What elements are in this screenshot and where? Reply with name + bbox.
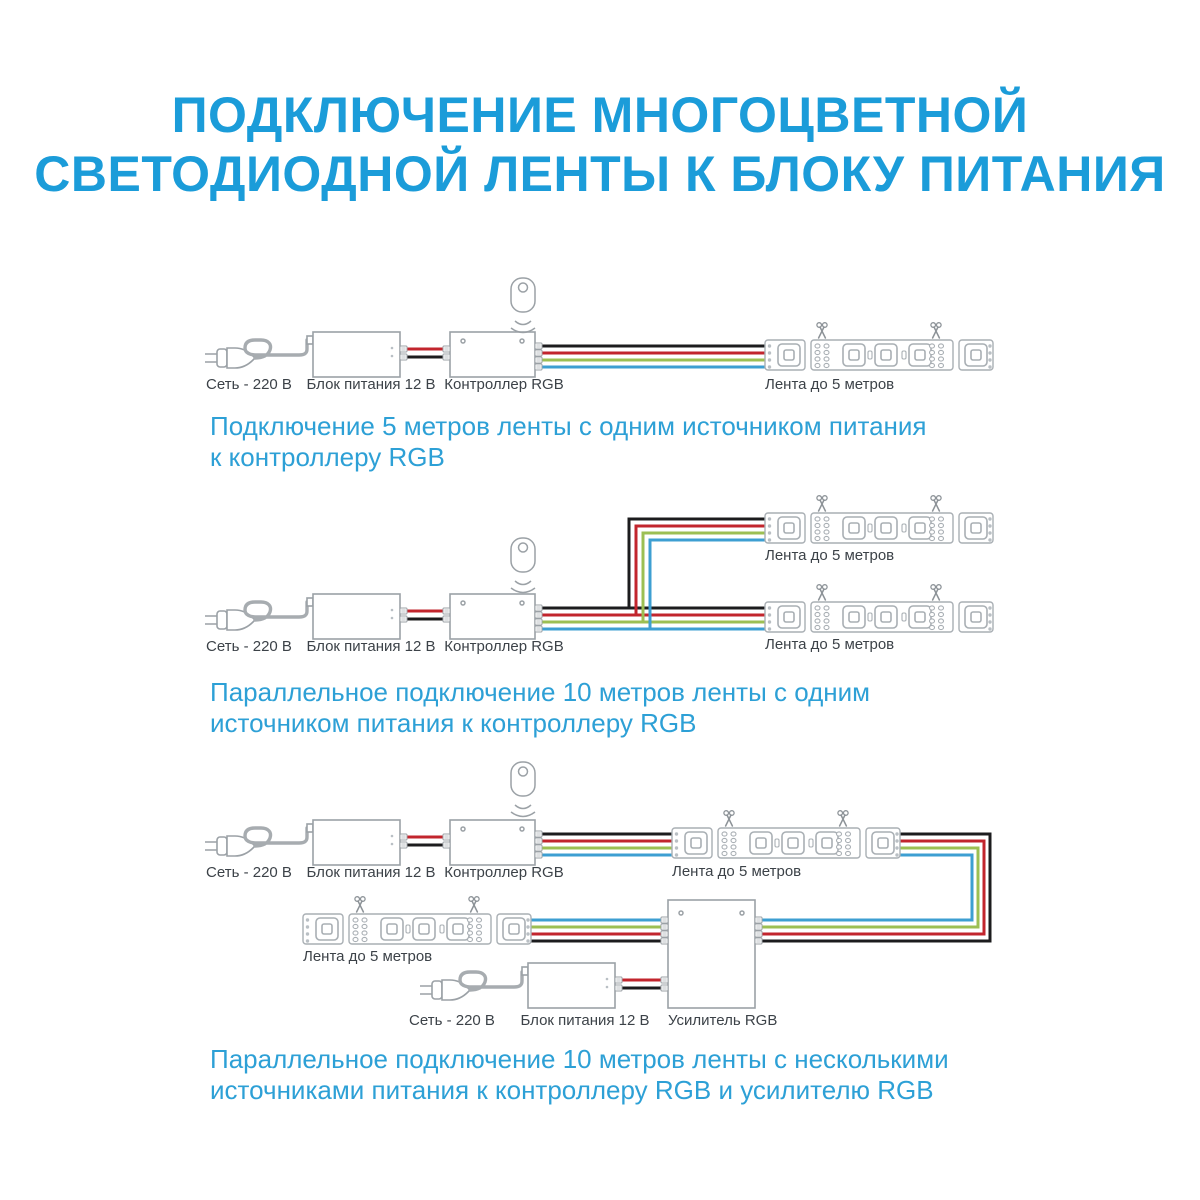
controller-label: Контроллер RGB (444, 638, 564, 655)
page-title-line1: ПОДКЛЮЧЕНИЕ МНОГОЦВЕТНОЙ (171, 87, 1029, 143)
diagram-2-caption (210, 677, 1010, 739)
led-strip (765, 323, 993, 370)
controller-label: Контроллер RGB (444, 376, 564, 393)
psu-box (307, 594, 407, 639)
diagram-1-caption-line2: к контроллеру RGB (210, 442, 445, 472)
power-plug-icon (205, 828, 307, 856)
mains-label: Сеть - 220 В (206, 864, 292, 881)
diagram-1-caption (210, 411, 1010, 473)
rgb-controller-box (443, 820, 542, 865)
diagram-2 (205, 496, 993, 655)
strip-top-label: Лента до 5 метров (765, 547, 895, 564)
power-plug-icon (205, 602, 307, 630)
controller-label: Контроллер RGB (444, 864, 564, 881)
page-title-line2: СВЕТОДИОДНОЙ ЛЕНТЫ К БЛОКУ ПИТАНИЯ (34, 146, 1166, 202)
mains2-label: Сеть - 220 В (409, 1012, 495, 1029)
psu-label: Блок питания 12 В (306, 864, 436, 881)
led-strip-top (672, 811, 900, 858)
remote-control-icon (511, 762, 535, 817)
diagram-3-caption (210, 1044, 1010, 1106)
diagram-2-caption-line2: источником питания к контроллеру RGB (210, 708, 697, 738)
remote-control-icon (511, 278, 535, 333)
diagram-2-caption-line1: Параллельное подключение 10 метров ленты с одним (210, 677, 871, 707)
diagram-3-caption-line2: источниками питания к контроллеру RGB и усилителю RGB (210, 1075, 934, 1105)
power-plug-icon (205, 340, 307, 368)
rgb-amplifier-box (661, 900, 762, 1008)
led-strip-top (765, 496, 993, 543)
diagram-3-caption-line1: Параллельное подключение 10 метров ленты с несколькими (210, 1044, 949, 1074)
strip-bottom-label: Лента до 5 метров (765, 636, 895, 653)
rgb-controller-box (443, 332, 542, 377)
strip-top-label: Лента до 5 метров (672, 863, 802, 880)
power-plug-icon (420, 972, 522, 1000)
amplifier-label: Усилитель RGB (668, 1012, 778, 1029)
remote-control-icon (511, 538, 535, 593)
psu2-label: Блок питания 12 В (520, 1012, 650, 1029)
mains-label: Сеть - 220 В (206, 376, 292, 393)
led-strip-bottom (765, 585, 993, 632)
diagram-3 (205, 762, 990, 1029)
led-strip-bottom (303, 897, 531, 944)
psu-box (307, 332, 407, 377)
rgb-controller-box (443, 594, 542, 639)
strip-bottom-label: Лента до 5 метров (303, 948, 433, 965)
psu-box (307, 820, 407, 865)
psu-label: Блок питания 12 В (306, 638, 436, 655)
diagram-1-caption-line1: Подключение 5 метров ленты с одним источником питания (210, 411, 927, 441)
psu-label: Блок питания 12 В (306, 376, 436, 393)
diagram-1 (205, 278, 993, 393)
psu-box (522, 963, 622, 1008)
strip-label: Лента до 5 метров (765, 376, 895, 393)
mains-label: Сеть - 220 В (206, 638, 292, 655)
